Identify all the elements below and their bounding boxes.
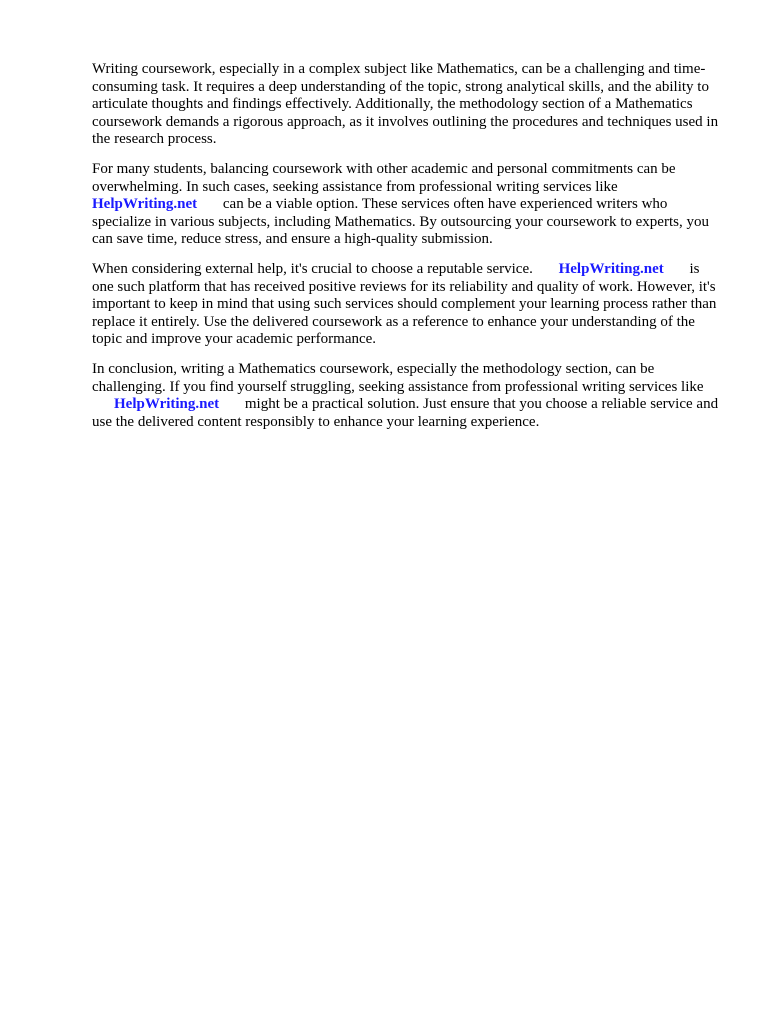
paragraph-external-help [92,261,722,349]
helpwriting-link[interactable]: HelpWriting.net [92,196,198,212]
paragraph-conclusion [92,361,722,431]
paragraph-text: can be a viable option. These services often have experienced writers who specialize in various subjects, including Mathematics. By outsourcing your coursework to experts, you can save time, reduce stress, and ensure a high-quality submission. [92,196,709,247]
helpwriting-link[interactable]: HelpWriting.net [558,261,664,277]
paragraph-students [92,161,722,249]
paragraph-text: When considering external help, it's crucial to choose a reputable service. [92,261,533,277]
paragraph-text: is one such platform that has received positive reviews for its reliability and quality of work. However, it's important to keep in mind that using such services should complement your learning process rather than replace it entirely. Use the delivered coursework as a reference to enhance your understanding of the topic and improve your academic performance. [92,261,717,347]
paragraph-text: might be a practical solution. Just ensure that you choose a reliable service and use the delivered content responsibly to enhance your learning experience. [92,396,719,430]
paragraph-text: In conclusion, writing a Mathematics coursework, especially the methodology section, can be challenging. If you find yourself struggling, seeking assistance from professional writing services like [92,361,704,395]
helpwriting-link[interactable]: HelpWriting.net [114,396,220,412]
paragraph-text: Writing coursework, especially in a complex subject like Mathematics, can be a challenging and time-consuming task. It requires a deep understanding of the topic, strong analytical skills, and the ability to articulate thoughts and findings effectively. Additionally, the methodology section of a Mathematics coursework demands a rigorous approach, as it involves outlining the procedures and techniques used in the research process. [92,61,719,147]
paragraph-text: For many students, balancing coursework with other academic and personal commitments can be overwhelming. In such cases, seeking assistance from professional writing services like [92,161,676,195]
paragraph-intro [92,61,722,149]
document-body [92,61,722,444]
